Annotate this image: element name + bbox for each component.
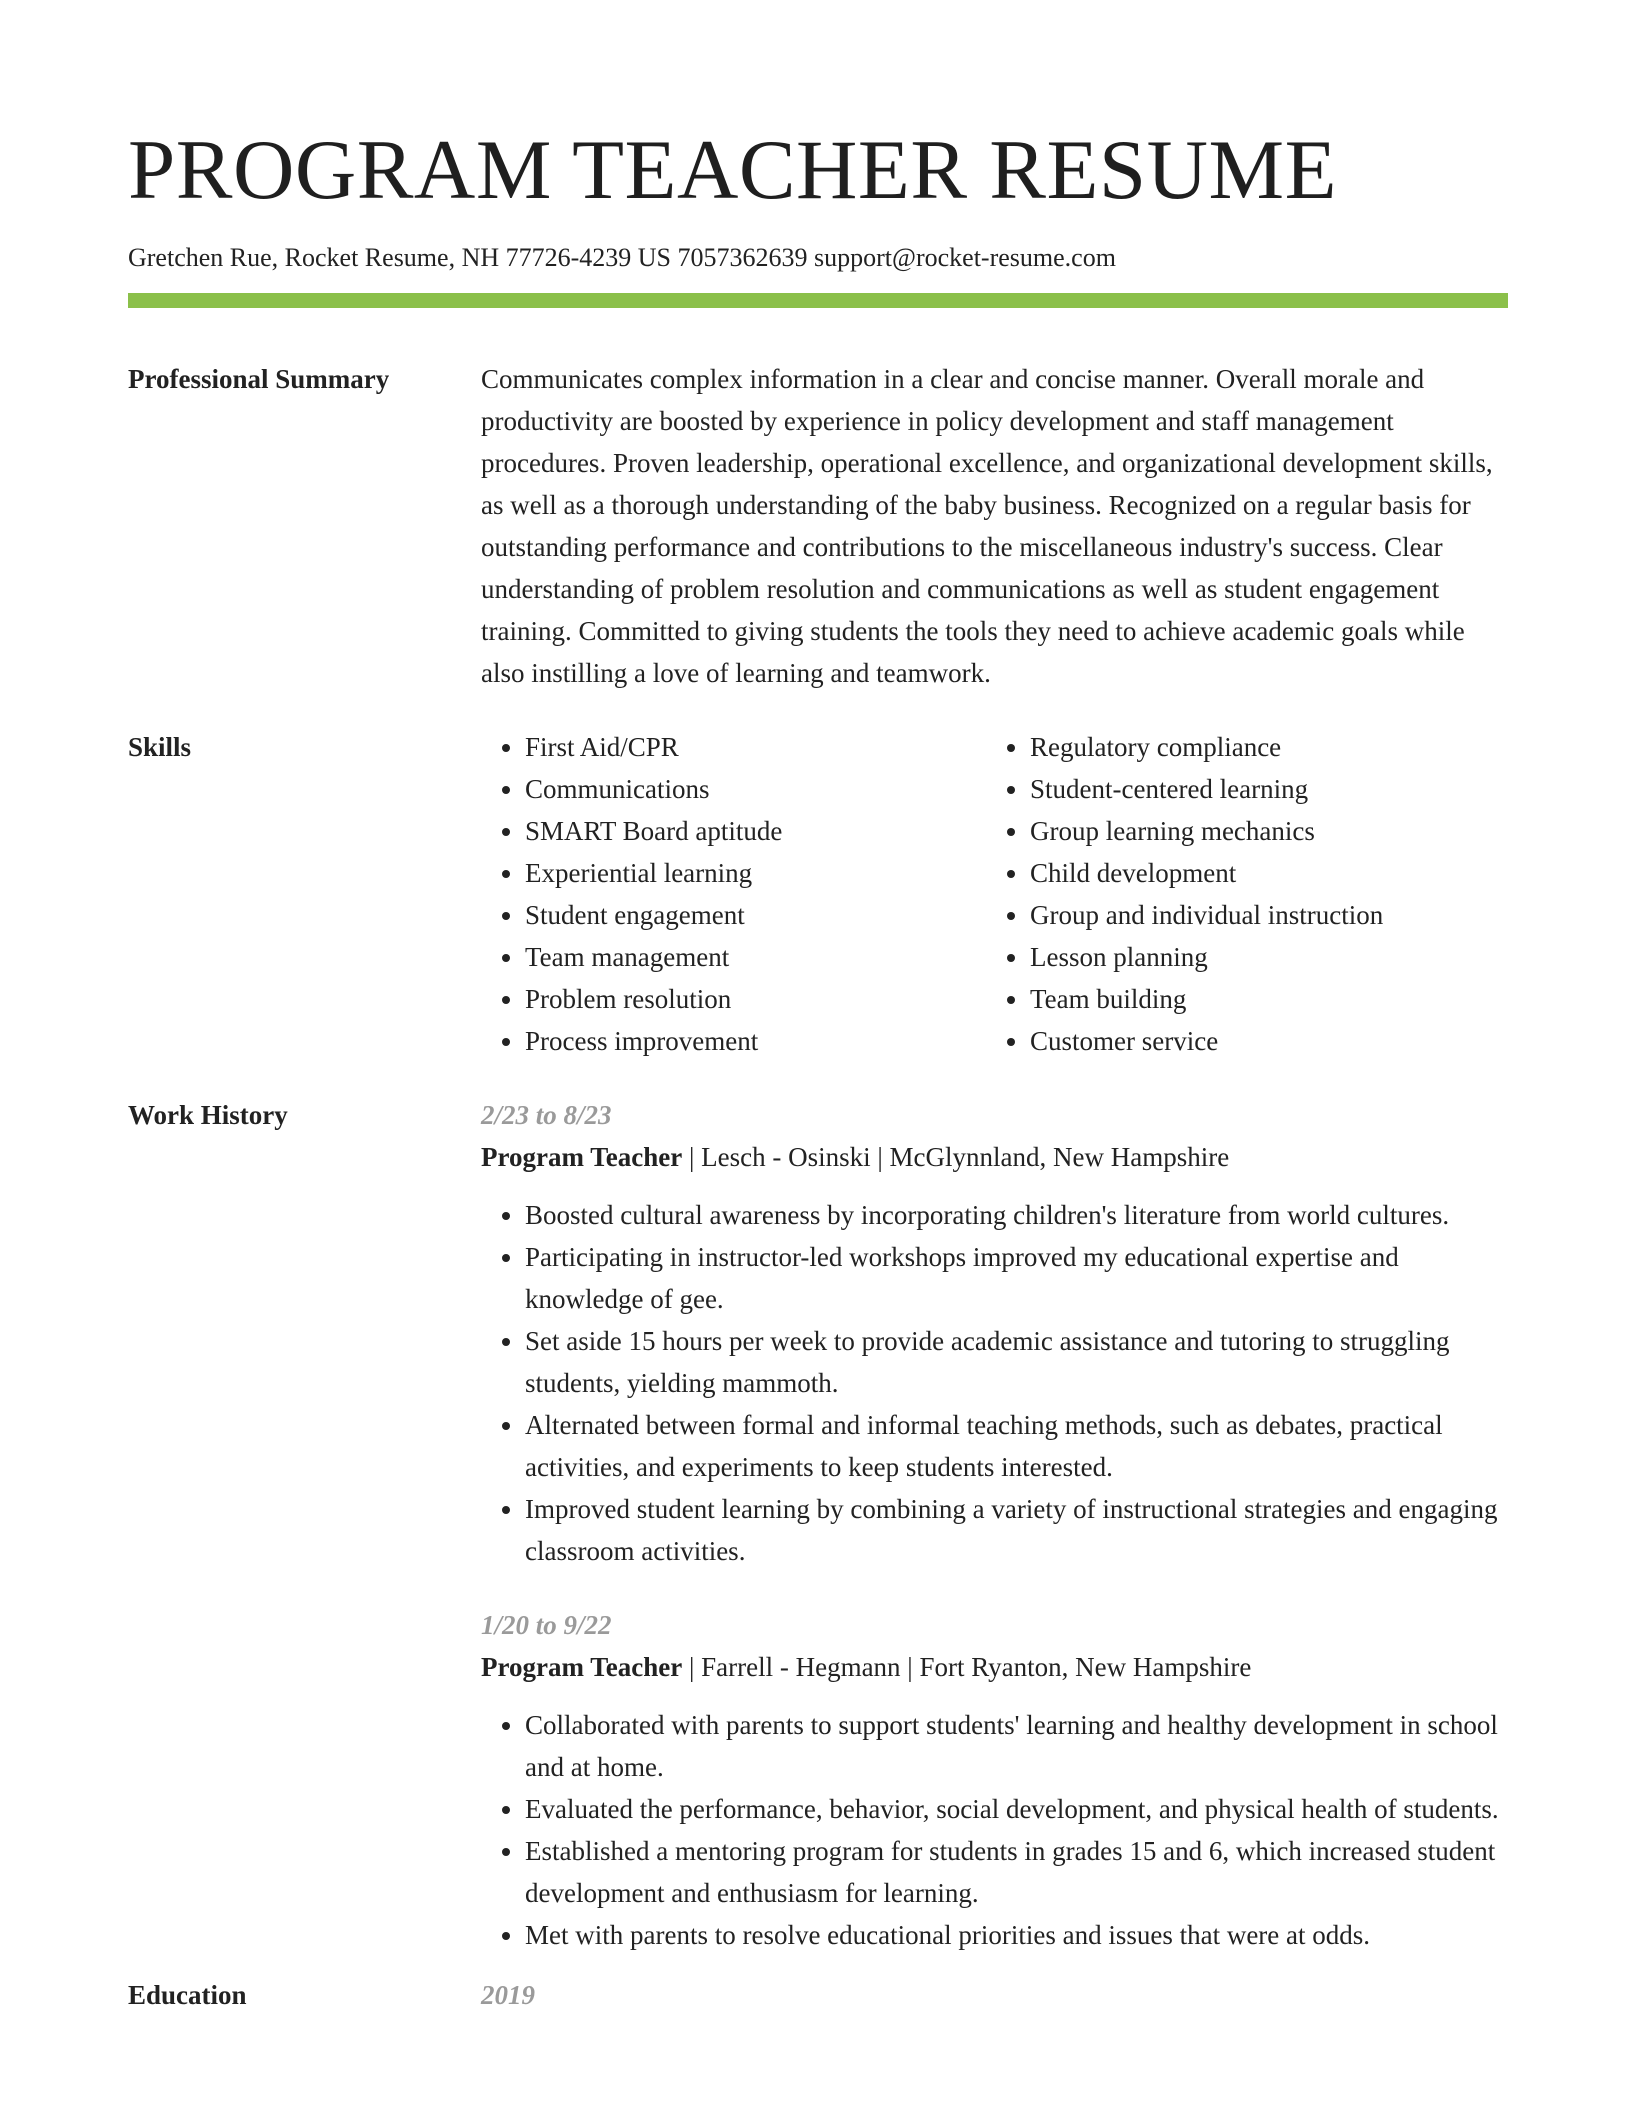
job-bullet: • Evaluated the performance, behavior, social development, and physical health of students.	[525, 1788, 1508, 1830]
job-bullet: • Met with parents to resolve educational priorities and issues that were at odds.	[525, 1914, 1508, 1956]
job-heading	[481, 1136, 1508, 1178]
skill-item: • Student-centered learning	[1030, 768, 1491, 810]
skill-item: • Lesson planning	[1030, 936, 1491, 978]
job-bullet: • Improved student learning by combining a variety of instructional strategies and engaging classroom activities.	[525, 1488, 1508, 1572]
job-bullet: • Collaborated with parents to support students' learning and healthy development in school and at home.	[525, 1704, 1508, 1788]
job-details: | Lesch - Osinski | McGlynnland, New Hampshire	[682, 1142, 1230, 1172]
skill-item: • Customer service	[1030, 1020, 1491, 1062]
accent-divider	[128, 293, 1508, 308]
skill-item: • SMART Board aptitude	[525, 810, 986, 852]
job-title: Program Teacher	[481, 1142, 683, 1172]
job-dates: 1/20 to 9/22	[481, 1610, 612, 1640]
job-entry	[481, 1604, 1508, 1956]
skill-item: • Problem resolution	[525, 978, 986, 1020]
skills-list-right	[986, 726, 1491, 1062]
job-dates: 2/23 to 8/23	[481, 1100, 612, 1130]
job-title: Program Teacher	[481, 1652, 683, 1682]
skill-item: • Process improvement	[525, 1020, 986, 1062]
resume-title: PROGRAM TEACHER RESUME	[128, 123, 1338, 217]
section-label-skills: Skills	[128, 732, 192, 762]
job-bullets	[481, 1704, 1508, 1956]
resume-page	[128, 120, 1508, 2016]
education-dates: 2019	[481, 1980, 535, 2010]
skill-item: • Group learning mechanics	[1030, 810, 1491, 852]
section-skills	[128, 726, 1508, 1062]
section-education	[128, 1974, 1508, 2016]
job-bullet: • Boosted cultural awareness by incorporating children's literature from world cultures.	[525, 1194, 1508, 1236]
skill-item: • Experiential learning	[525, 852, 986, 894]
skills-list-left	[481, 726, 986, 1062]
skill-item: • Team management	[525, 936, 986, 978]
job-bullet: • Participating in instructor-led workshops improved my educational expertise and knowledge of gee.	[525, 1236, 1508, 1320]
skill-item: • Student engagement	[525, 894, 986, 936]
job-details: | Farrell - Hegmann | Fort Ryanton, New Hampshire	[682, 1652, 1252, 1682]
summary-text: Communicates complex information in a clear and concise manner. Overall morale and productivity are boosted by experience in policy development and staff management procedures. Proven leadership, operational excellence, and organizational development skills, as well as a thorough understanding of the baby business. Recognized on a regular basis for outstanding performance and contributions to the miscellaneous industry's success. Clear understanding of problem resolution and communications as well as student engagement training. Committed to giving students the tools they need to achieve academic goals while also instilling a love of learning and teamwork.	[481, 364, 1493, 688]
skill-item: • Child development	[1030, 852, 1491, 894]
skill-item: • Team building	[1030, 978, 1491, 1020]
job-heading	[481, 1646, 1508, 1688]
section-body-skills	[481, 726, 1508, 1062]
skill-item: • First Aid/CPR	[525, 726, 986, 768]
skill-item: • Regulatory compliance	[1030, 726, 1491, 768]
section-label-summary: Professional Summary	[128, 364, 390, 394]
skill-item: • Communications	[525, 768, 986, 810]
job-bullets	[481, 1194, 1508, 1572]
section-body-work	[481, 1094, 1508, 1956]
section-body-education	[481, 1974, 1508, 2016]
skill-item: • Group and individual instruction	[1030, 894, 1491, 936]
section-label-education: Education	[128, 1980, 247, 2010]
resume-sections	[128, 358, 1508, 2016]
contact-line: Gretchen Rue, Rocket Resume, NH 77726-4239 US 7057362639 support@rocket-resume.com	[128, 243, 1116, 272]
job-bullet: • Alternated between formal and informal teaching methods, such as debates, practical activities, and experiments to keep students interested.	[525, 1404, 1508, 1488]
job-bullet: • Set aside 15 hours per week to provide academic assistance and tutoring to struggling students, yielding mammoth.	[525, 1320, 1508, 1404]
section-work-history	[128, 1094, 1508, 1956]
section-body-summary	[481, 358, 1508, 694]
section-label-work: Work History	[128, 1100, 288, 1130]
job-bullet: • Established a mentoring program for students in grades 15 and 6, which increased student development and enthusiasm for learning.	[525, 1830, 1508, 1914]
skills-columns	[481, 726, 1508, 1062]
job-entry	[481, 1094, 1508, 1572]
section-summary	[128, 358, 1508, 694]
